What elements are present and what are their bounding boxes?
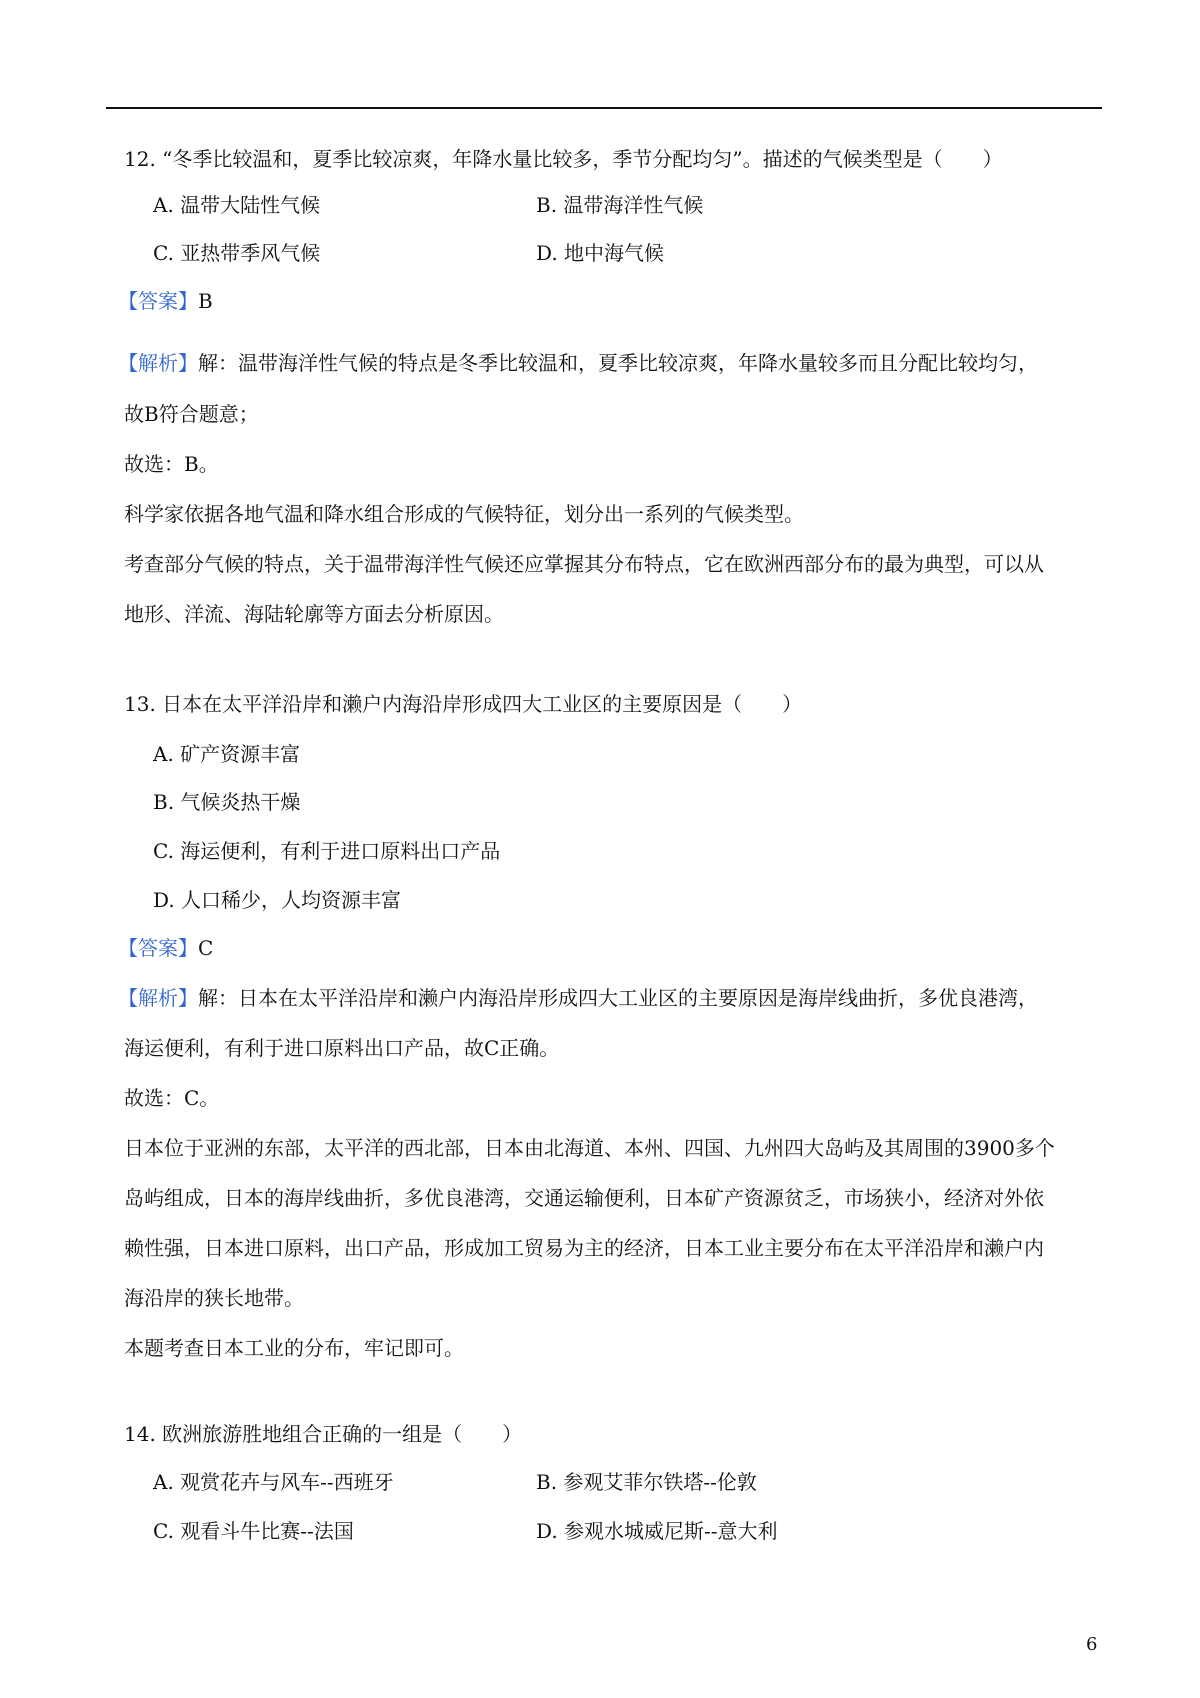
analysis-label: 【解析】 — [118, 986, 198, 1010]
q13-analysis-line-6: 赖性强，日本进口原料，出口产品，形成加工贸易为主的经济，日本工业主要分布在太平洋沿岸和濑户内 — [124, 1236, 1044, 1260]
q13-analysis-line-5: 岛屿组成，日本的海岸线曲折，多优良港湾，交通运输便利，日本矿产资源贫乏，市场狭小，经济对外依 — [124, 1186, 1044, 1210]
q12-option-b: B. 温带海洋性气候 — [536, 193, 704, 217]
page-number: 6 — [1086, 1634, 1098, 1655]
q13-option-a: A. 矿产资源丰富 — [153, 742, 301, 766]
answer-label: 【答案】 — [118, 936, 198, 960]
q12-option-c: C. 亚热带季风气候 — [153, 241, 321, 265]
q12-analysis-line-5: 考查部分气候的特点，关于温带海洋性气候还应掌握其分布特点，它在欧洲西部分布的最为典型，可以从 — [124, 552, 1044, 576]
answer-value: B — [198, 289, 213, 313]
analysis-label: 【解析】 — [118, 351, 198, 375]
q12-option-d: D. 地中海气候 — [536, 241, 665, 265]
answer-label: 【答案】 — [118, 289, 198, 313]
q12-answer — [118, 285, 213, 314]
q12-analysis-line-1: 【解析】解：温带海洋性气候的特点是冬季比较温和，夏季比较凉爽，年降水量较多而且分配比较均匀， — [118, 351, 1038, 375]
q13-option-b: B. 气候炎热干燥 — [153, 790, 301, 814]
q13-analysis-line-4: 日本位于亚洲的东部，太平洋的西北部，日本由北海道、本州、四国、九州四大岛屿及其周围的3900多个 — [124, 1136, 1055, 1160]
q13-answer — [118, 932, 213, 961]
q12-stem: 12. “冬季比较温和，夏季比较凉爽，年降水量比较多，季节分配均匀”。描述的气候类型是（ ） — [124, 147, 1003, 171]
q12-analysis-line-3: 故选：B。 — [124, 452, 219, 476]
q14-stem: 14. 欧洲旅游胜地组合正确的一组是（ ） — [124, 1422, 523, 1446]
q13-stem: 13. 日本在太平洋沿岸和濑户内海沿岸形成四大工业区的主要原因是（ ） — [124, 692, 803, 716]
q13-option-d: D. 人口稀少，人均资源丰富 — [153, 888, 402, 912]
q13-option-c: C. 海运便利，有利于进口原料出口产品 — [153, 839, 501, 863]
q13-analysis-line-2: 海运便利，有利于进口原料出口产品，故C正确。 — [124, 1036, 560, 1060]
q13-analysis-line-7: 海沿岸的狭长地带。 — [124, 1286, 304, 1310]
q13-analysis-line-3: 故选：C。 — [124, 1086, 220, 1110]
q12-analysis-line-4: 科学家依据各地气温和降水组合形成的气候特征，划分出一系列的气候类型。 — [124, 502, 804, 526]
q14-option-d: D. 参观水城威尼斯--意大利 — [536, 1519, 778, 1543]
q14-option-b: B. 参观艾菲尔铁塔--伦敦 — [536, 1470, 757, 1494]
q12-option-a: A. 温带大陆性气候 — [153, 193, 321, 217]
q13-analysis-line-1: 【解析】解：日本在太平洋沿岸和濑户内海沿岸形成四大工业区的主要原因是海岸线曲折，多优良港湾， — [118, 986, 1038, 1010]
q13-analysis-line-8: 本题考查日本工业的分布，牢记即可。 — [124, 1336, 464, 1360]
answer-value: C — [198, 936, 214, 960]
q12-analysis-line-2: 故B符合题意； — [124, 402, 259, 426]
q14-option-c: C. 观看斗牛比赛--法国 — [153, 1519, 354, 1543]
header-rule — [106, 107, 1102, 109]
q12-analysis-line-6: 地形、洋流、海陆轮廓等方面去分析原因。 — [124, 602, 504, 626]
q14-option-a: A. 观赏花卉与风车--西班牙 — [153, 1470, 394, 1494]
